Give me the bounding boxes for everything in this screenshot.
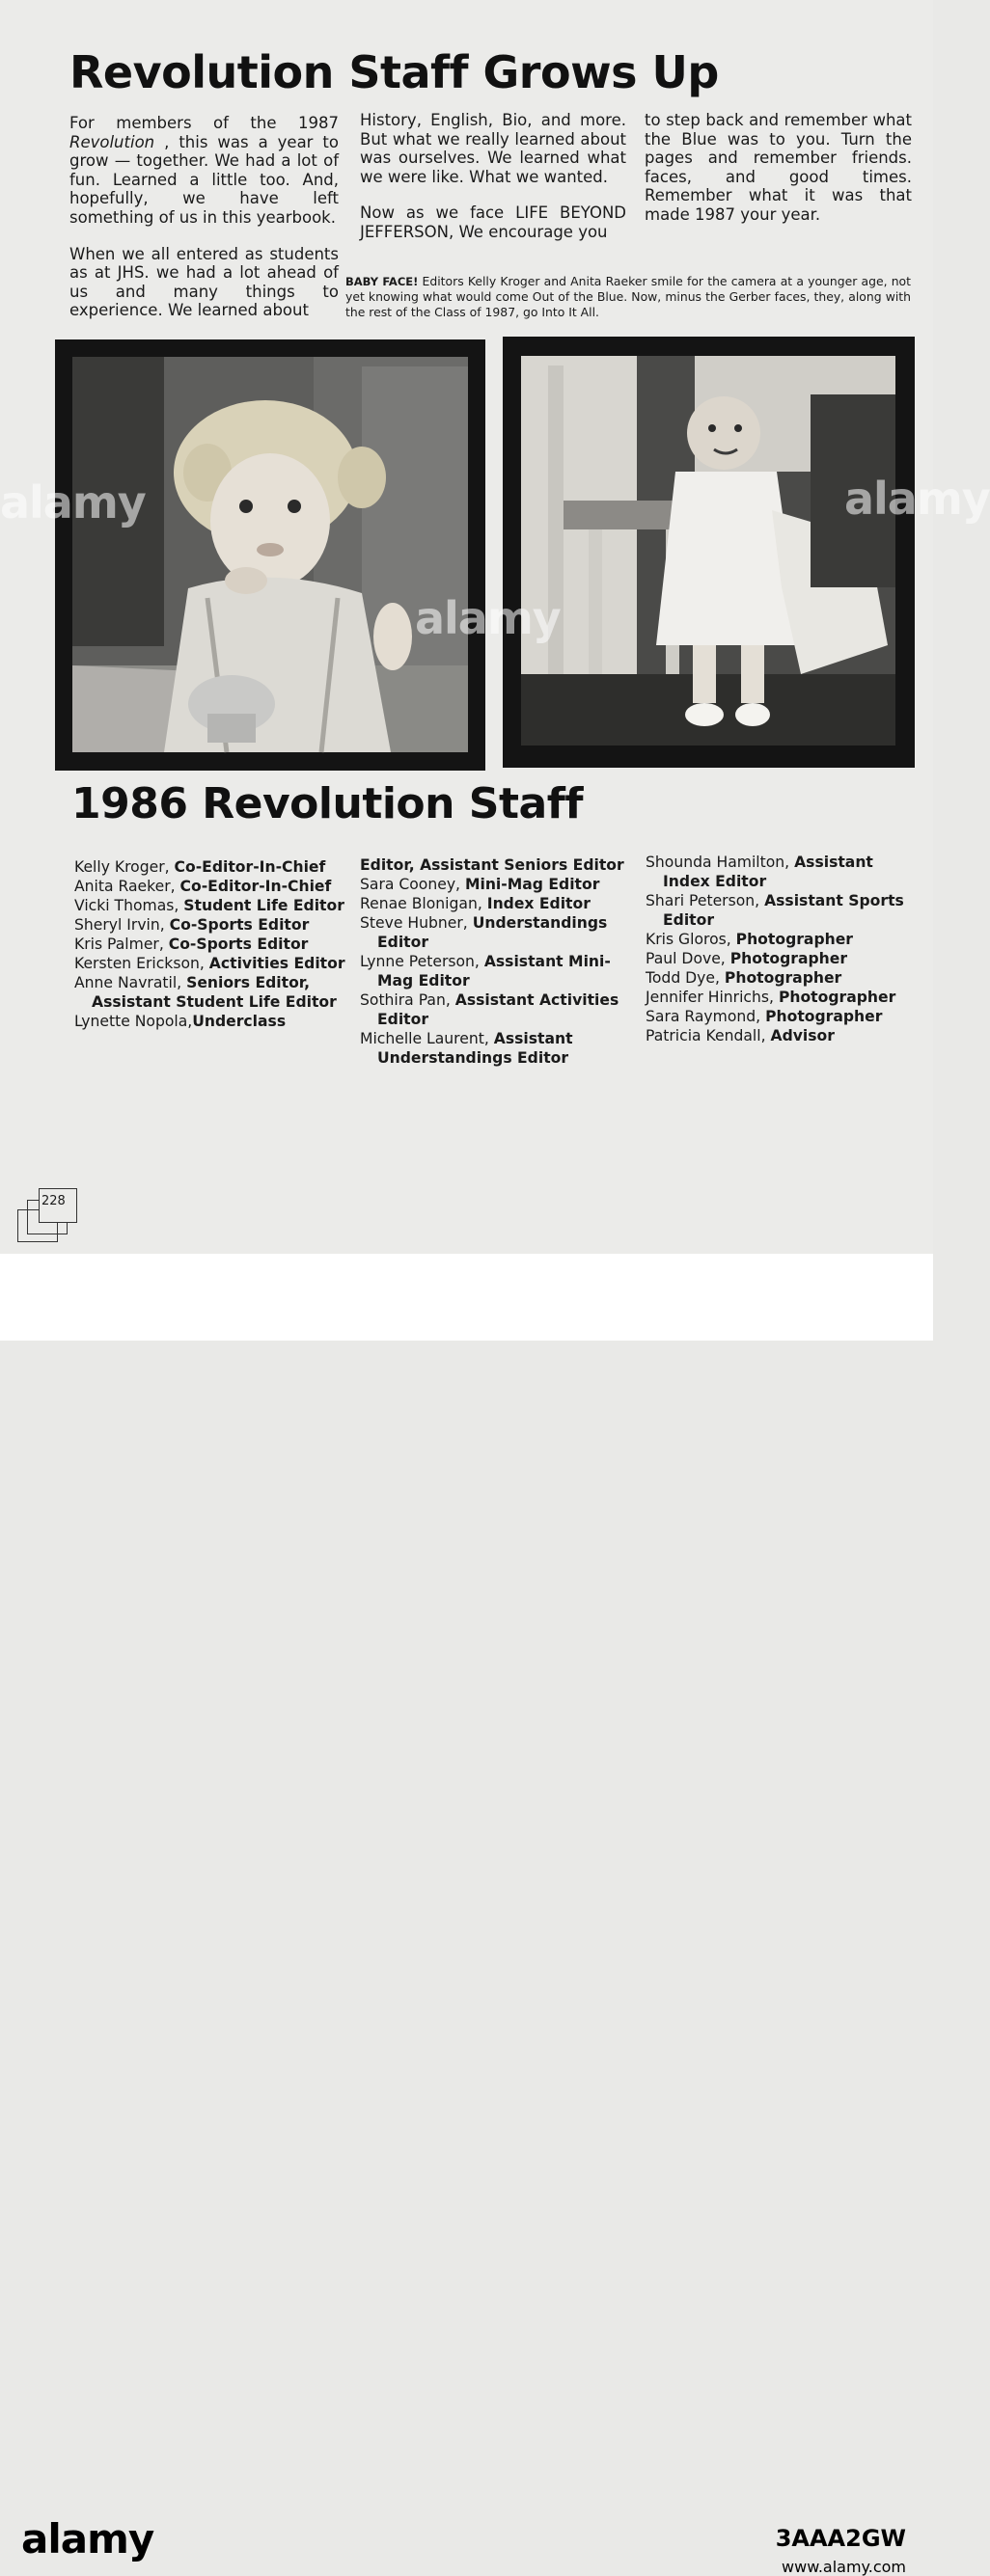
- article-paragraph: For members of the 1987 Revolution , this was a year to grow — together. We had a lot of fun. Learned a little too. And, hopefully, we have left something of us in this yearbook.: [69, 114, 339, 227]
- staff-entry: Anne Navratil, Seniors Editor, Assistant Student Life Editor: [74, 974, 337, 1011]
- staff-entry: Steve Hubner, Understandings Editor: [360, 914, 608, 951]
- baby-standing-illustration: [521, 356, 895, 746]
- staff-heading: 1986 Revolution Staff: [71, 779, 584, 828]
- staff-entry: Sheryl Irvin, Co-Sports Editor: [74, 916, 310, 934]
- page-number: 228: [41, 1194, 66, 1208]
- article-column-3: [645, 111, 912, 242]
- stock-footer: [0, 1254, 933, 2576]
- photo-caption: BABY FACE! Editors Kelly Kroger and Anita Raeker smile for the camera at a younger age, not yet knowing what would come Out of the Blue. Now, minus the Gerber faces, they, along with the rest of the Class of 1987, go Into It All.: [345, 274, 912, 319]
- baby-eating-illustration: [72, 357, 468, 752]
- caption-lead: BABY FACE!: [345, 275, 419, 288]
- staff-entry: Vicki Thomas, Student Life Editor: [74, 897, 344, 914]
- article-column-1: [69, 114, 339, 338]
- watermark: alamy: [415, 592, 561, 644]
- staff-entry: Sara Cooney, Mini-Mag Editor: [360, 876, 600, 893]
- staff-entry: Shounda Hamilton, Assistant Index Editor: [646, 854, 873, 890]
- image-id: 3AAA2GW: [775, 2525, 906, 2552]
- page-title: Revolution Staff Grows Up: [69, 46, 719, 98]
- yearbook-page: [0, 0, 990, 1254]
- staff-list-col-1: [74, 857, 354, 1031]
- staff-entry: Patricia Kendall, Advisor: [646, 1027, 835, 1044]
- brand-logo: alamy: [21, 2515, 154, 2562]
- staff-entry: Kelly Kroger, Co-Editor-In-Chief: [74, 858, 326, 876]
- staff-entry-continued: Editor, Assistant Seniors Editor: [360, 856, 624, 874]
- staff-entry: Kersten Erickson, Activities Editor: [74, 955, 345, 972]
- staff-entry: Todd Dye, Photographer: [646, 969, 842, 987]
- staff-entry: Jennifer Hinrichs, Photographer: [646, 989, 896, 1006]
- baby-photo-eating: [55, 339, 485, 771]
- staff-entry: Kris Palmer, Co-Sports Editor: [74, 935, 309, 953]
- staff-entry: Lynette Nopola,Underclass: [74, 1013, 287, 1030]
- staff-entry: Kris Gloros, Photographer: [646, 931, 853, 948]
- article-paragraph: to step back and remember what the Blue was to you. Turn the pages and remember friends. faces, and good times. Remember what it was that made 1987 your year.: [645, 111, 912, 224]
- stock-info: [776, 2525, 906, 2576]
- staff-entry: Lynne Peterson, Assistant Mini-Mag Editor: [360, 953, 611, 990]
- staff-entry: Shari Peterson, Assistant Sports Editor: [646, 892, 904, 929]
- staff-entry: Sara Raymond, Photographer: [646, 1008, 883, 1025]
- article-paragraph: When we all entered as students as at JHS. we had a lot ahead of us and many things to experience. We learned about: [69, 244, 339, 320]
- watermark: alamy: [844, 473, 990, 525]
- baby-photo-standing: [503, 337, 915, 768]
- article-paragraph: History, English, Bio, and more. But what we really learned about was ourselves. We learned what we were like. What we wanted.: [360, 111, 626, 186]
- staff-entry: Sothira Pan, Assistant Activities Editor: [360, 991, 619, 1028]
- staff-list-col-3: [646, 853, 921, 1045]
- stock-url[interactable]: www.alamy.com: [782, 2558, 906, 2576]
- staff-entry: Paul Dove, Photographer: [646, 950, 848, 967]
- staff-entry: Renae Blonigan, Index Editor: [360, 895, 591, 912]
- staff-list-col-2: [360, 855, 635, 1068]
- staff-entry: Michelle Laurent, Assistant Understandings Editor: [360, 1030, 573, 1067]
- staff-entry: Anita Raeker, Co-Editor-In-Chief: [74, 878, 332, 895]
- article-column-2: [360, 111, 626, 259]
- watermark: alamy: [0, 476, 146, 529]
- article-paragraph: Now as we face LIFE BEYOND JEFFERSON, We encourage you: [360, 203, 626, 241]
